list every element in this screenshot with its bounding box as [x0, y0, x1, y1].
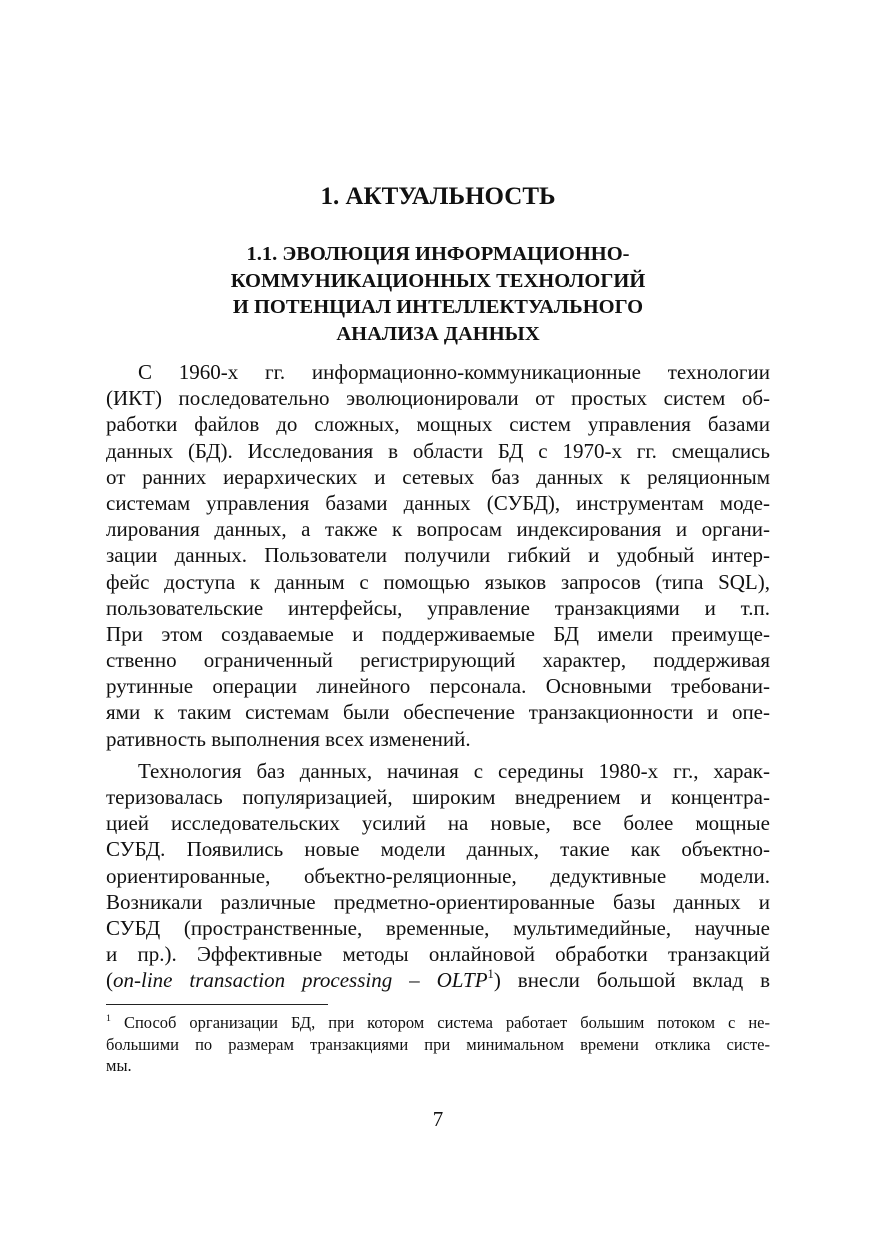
footnote-marker: 1: [106, 1013, 111, 1025]
text-line: ственно ограниченный регистрирующий характер, поддерживая: [106, 648, 770, 673]
text-line: пользовательские интерфейсы, управление транзакциями и т.п.: [106, 595, 770, 620]
section-title-line: И ПОТЕНЦИАЛ ИНТЕЛЛЕКТУАЛЬНОГО: [232, 296, 644, 318]
body-text: [106, 359, 770, 994]
text-line: СУБД (пространственные, временные, мультимедийные, научные: [106, 915, 770, 940]
footnote-text: Способ организации БД, при котором система работает большим потоком с не-: [123, 1013, 771, 1032]
text-line: теризовалась популяризацией, широким внедрением и концентра-: [106, 785, 770, 809]
text-line: ориентированные, объектно-реляционные, дедуктивные модели.: [106, 863, 770, 888]
footnote-divider: [106, 1004, 328, 1005]
text-line: СУБД. Появились новые модели данных, такие как объектно-: [106, 837, 770, 862]
text-line: лирования данных, а также к вопросам индексирования и органи-: [106, 517, 770, 542]
paragraph-1: [106, 359, 770, 752]
footnote-line: большими по размерам транзакциями при минимальном времени отклика систе-: [106, 1034, 770, 1054]
text-line: (ИКТ) последовательно эволюционировали от простых систем об-: [106, 386, 770, 411]
text-line: При этом создаваемые и поддерживаемые БД имели преимуще-: [106, 621, 770, 646]
section-title-line: 1.1. ЭВОЛЮЦИЯ ИНФОРМАЦИОННО-: [246, 243, 630, 265]
text-line: работки файлов до сложных, мощных систем управления базами: [106, 412, 770, 437]
section-title: [150, 241, 726, 347]
open-paren: (: [106, 968, 113, 993]
page-number: 7: [432, 1107, 444, 1131]
line-remainder: ) внесли большой вклад в: [493, 968, 771, 993]
text-line: системам управления базами данных (СУБД), инструментам моде-: [106, 490, 770, 515]
text-line: рутинные операции линейного персонала. Основными требовани-: [106, 674, 770, 699]
text-line: Технология баз данных, начиная с середины 1980-х гг., харак-: [138, 758, 770, 783]
footnote-line: [106, 1012, 770, 1034]
footnote-line: мы.: [106, 1056, 132, 1075]
text-line: фейс доступа к данным с помощью языков запросов (типа SQL),: [106, 569, 770, 594]
text-line: Возникали различные предметно-ориентированные базы данных и: [106, 889, 770, 914]
text-line: ями к таким системам были обеспечение транзакционности и опе-: [106, 700, 770, 725]
text-line: цией исследовательских усилий на новые, все более мощные: [106, 811, 770, 836]
section-title-line: КОММУНИКАЦИОННЫХ ТЕХНОЛОГИЙ: [230, 269, 646, 292]
text-line: от ранних иерархических и сетевых баз данных к реляционным: [106, 464, 770, 489]
text-line: данных (БД). Исследования в области БД с 1970-х гг. смещались: [106, 438, 770, 463]
text-line: зации данных. Пользователи получили гибкий и удобный интер-: [106, 543, 770, 568]
text-line: и пр.). Эффективные методы онлайновой обработки транзакций: [106, 942, 770, 967]
text-line-with-footnote: [106, 967, 770, 993]
footnote: [106, 1012, 770, 1077]
oltp-term: on-line transaction processing – OLTP: [113, 968, 488, 993]
section-title-line: АНАЛИЗА ДАННЫХ: [336, 322, 540, 345]
text-line: ративность выполнения всех изменений.: [106, 726, 471, 751]
footnote-reference[interactable]: 1: [487, 967, 494, 982]
chapter-title: 1. АКТУАЛЬНОСТЬ: [320, 183, 556, 210]
paragraph-2: [106, 758, 770, 994]
text-line: С 1960-х гг. информационно-коммуникационные технологии: [138, 360, 770, 384]
